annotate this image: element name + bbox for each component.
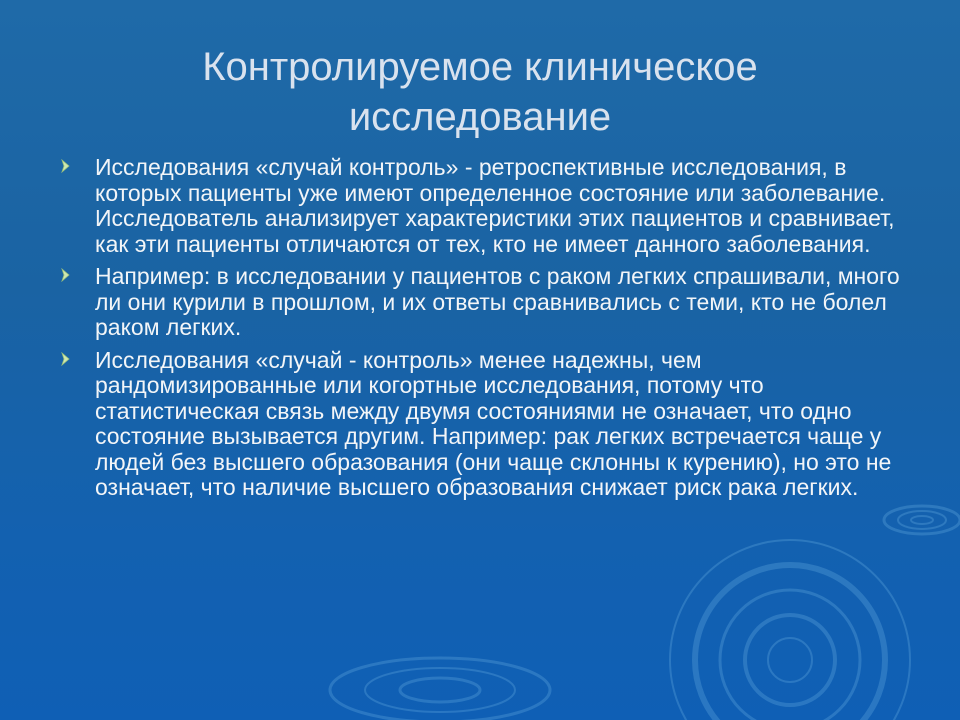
bullet-text: Исследования «случай - контроль» менее надежны, чем рандомизированные или когортные исследования, потому что статистическая связь между двумя состояниями не означает, что одно состояние вызывается другим. Например: рак легких встречается чаще у людей без высшего образования (они чаще склонны к курению), но это не означает, что наличие высшего образования снижает риск рака легких. xyxy=(95,346,892,500)
bullet-text: Исследования «случай контроль» - ретроспективные исследования, в которых пациенты уже имеют определенное состояние или заболевание. Исследователь анализирует характеристики этих пациентов и сравнивает, как эти пациенты отличаются от тех, кто не имеет данного заболевания. xyxy=(95,154,895,257)
bullet-item xyxy=(60,348,910,501)
chevron-right-check-icon xyxy=(60,268,74,282)
bullet-list xyxy=(60,155,910,508)
bullet-item xyxy=(60,155,910,257)
bullet-item xyxy=(60,264,910,341)
chevron-right-check-icon xyxy=(60,352,74,366)
chevron-right-check-icon xyxy=(60,159,74,173)
slide-title xyxy=(120,42,840,142)
bullet-text: Например: в исследовании у пациентов с раком легких спрашивали, много ли они курили в прошлом, и их ответы сравнивались с теми, кто не болел раком легких. xyxy=(95,263,900,340)
title-line-1: Контролируемое клиническое xyxy=(202,45,758,89)
title-line-2: исследование xyxy=(348,95,612,139)
